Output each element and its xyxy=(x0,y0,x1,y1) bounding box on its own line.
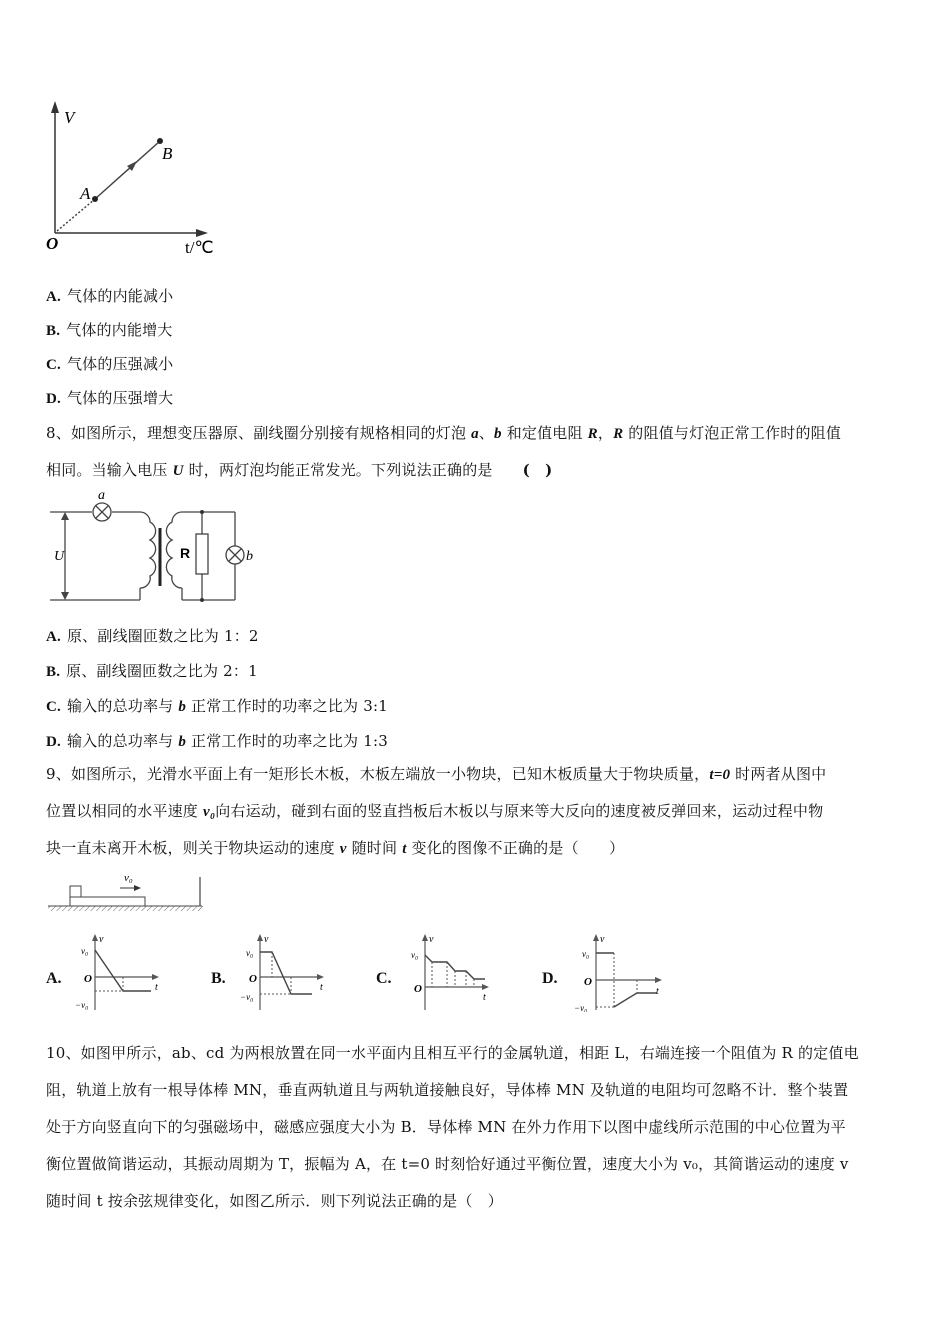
point-b-label: B xyxy=(162,144,173,163)
v-axis-label: v xyxy=(600,934,605,945)
origin-label: O xyxy=(84,973,92,985)
origin-label: O xyxy=(249,973,257,985)
t-axis-label: t xyxy=(483,992,486,1003)
q8-stem-line1: 8、如图所示，理想变压器原、副线圈分别接有规格相同的灯泡 a、b 和定值电阻 R，R 的阻值与灯泡正常工作时的阻值 xyxy=(46,424,842,442)
v0-label: v₀ xyxy=(124,872,133,884)
t-axis-label: t xyxy=(656,986,659,997)
lamp-b-label: b xyxy=(246,549,253,564)
q7-v-t-graph xyxy=(40,95,240,265)
x-axis-label: t/℃ xyxy=(185,238,214,257)
q8-option-b[interactable]: B. 原、副线圈匝数之比为 2：1 xyxy=(46,662,258,680)
q9-stem-line1: 9、如图所示，光滑水平面上有一矩形长木板，木板左端放一小物块，已知木板质量大于物块质量，t=0 时两者从图中 xyxy=(46,765,827,783)
q10-stem-line1: 10、如图甲所示，ab、cd 为两根放置在同一水平面内且相互平行的金属轨道，相距 L，右端连接一个阻值为 R 的定值电 xyxy=(46,1044,859,1062)
q9-option-d-label[interactable]: D. xyxy=(542,970,558,987)
q9-graph-d[interactable] xyxy=(572,932,667,1012)
q7-option-b[interactable]: B. 气体的内能增大 xyxy=(46,321,173,339)
v0-tick-label: v₀ xyxy=(411,950,419,960)
answer-blank: ( ) xyxy=(522,461,553,479)
q7-option-a[interactable]: A. 气体的内能减小 xyxy=(46,287,174,305)
point-a-label: A xyxy=(80,184,91,203)
v0-tick-label: v₀ xyxy=(582,949,590,959)
q10-stem-line3: 处于方向竖直向下的匀强磁场中，磁感应强度大小为 B．导体棒 MN 在外力作用下以图中虚线所示范围的中心位置为平 xyxy=(46,1118,846,1136)
origin-label: O xyxy=(584,976,592,988)
q9-option-c-label[interactable]: C. xyxy=(376,970,392,987)
q10-stem-line2: 阻，轨道上放有一根导体棒 MN，垂直两轨道且与两轨道接触良好，导体棒 MN 及轨道的电阻均可忽略不计．整个装置 xyxy=(46,1081,849,1099)
q9-option-b-label[interactable]: B. xyxy=(211,970,226,987)
q9-graph-b[interactable] xyxy=(240,932,330,1012)
neg-v0-tick-label: −v₀ xyxy=(574,1003,588,1012)
v0-tick-label: v₀ xyxy=(246,948,254,958)
q8-option-a[interactable]: A. 原、副线圈匝数之比为 1：2 xyxy=(46,627,259,645)
t-axis-label: t xyxy=(155,982,158,993)
q8-option-c[interactable]: C. 输入的总功率与 b 正常工作时的功率之比为 3:1 xyxy=(46,697,388,715)
origin-label: O xyxy=(414,983,422,995)
q9-stem-line2: 位置以相同的水平速度 v₀向右运动，碰到右面的竖直挡板后木板以与原来等大反向的速度被反弹回来，运动过程中物 xyxy=(46,802,824,820)
q9-option-a-label[interactable]: A. xyxy=(46,970,62,987)
v-axis-label: v xyxy=(429,934,434,945)
v-axis-label: v xyxy=(264,934,269,945)
neg-v0-tick-label: −v₀ xyxy=(75,1000,89,1010)
neg-v0-tick-label: −v₀ xyxy=(240,992,254,1002)
q10-stem-line5: 随时间 t 按余弦规律变化，如图乙所示．则下列说法正确的是（ ） xyxy=(46,1192,503,1210)
v0-tick-label: v₀ xyxy=(81,946,89,956)
q9-stem-line3: 块一直未离开木板，则关于物块运动的速度 v 随时间 t 变化的图像不正确的是（ ） xyxy=(46,839,625,857)
q8-transformer-circuit xyxy=(40,490,270,610)
q10-stem-line4: 衡位置做简谐运动，其振动周期为 T，振幅为 A，在 t=0 时刻恰好通过平衡位置，速度大小为 v₀，其简谐运动的速度 v xyxy=(46,1155,849,1173)
q9-graph-a[interactable] xyxy=(75,932,165,1012)
q9-board-block-scene xyxy=(40,865,210,915)
q9-graph-c[interactable] xyxy=(405,932,495,1012)
q8-option-d[interactable]: D. 输入的总功率与 b 正常工作时的功率之比为 1:3 xyxy=(46,732,388,750)
voltage-label: U xyxy=(54,549,65,564)
origin-label: O xyxy=(46,234,59,253)
resistor-label: R xyxy=(180,545,191,561)
v-axis-label: v xyxy=(99,934,104,945)
lamp-a-label: a xyxy=(98,490,105,503)
q8-stem-line2: 相同。当输入电压 U 时，两灯泡均能正常发光。下列说法正确的是 ( ) xyxy=(46,461,553,479)
t-axis-label: t xyxy=(320,982,323,993)
y-axis-label: V xyxy=(64,108,75,127)
q7-option-d[interactable]: D. 气体的压强增大 xyxy=(46,389,174,407)
q7-option-c[interactable]: C. 气体的压强减小 xyxy=(46,355,174,373)
